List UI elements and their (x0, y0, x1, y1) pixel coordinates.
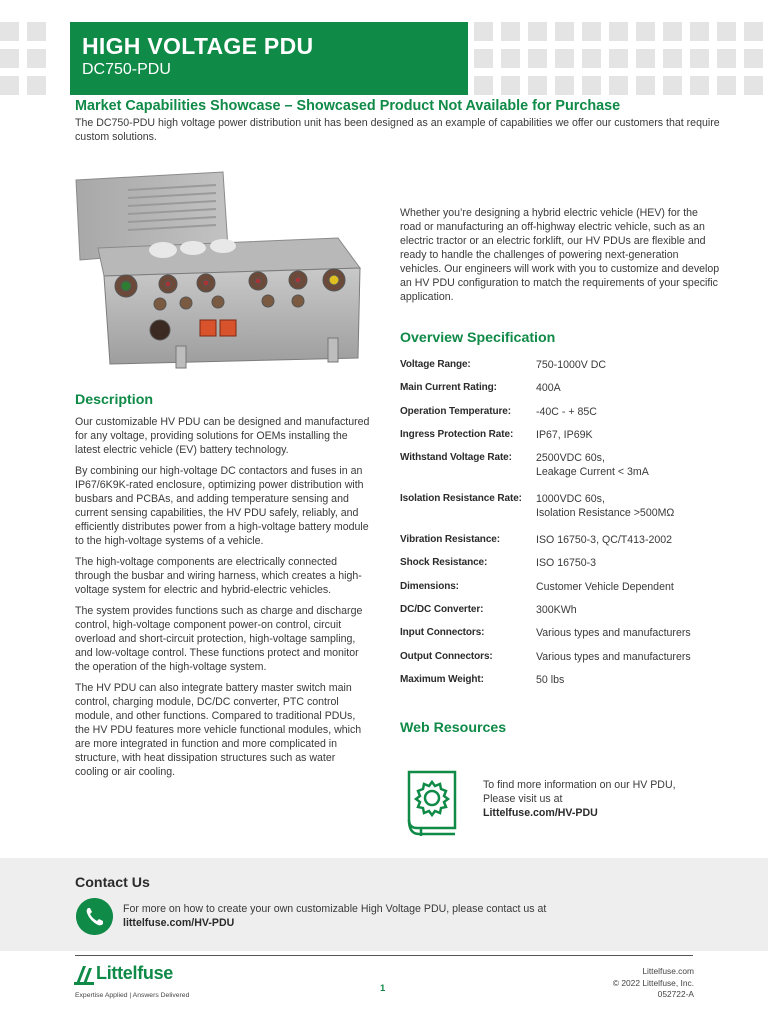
spec-value-line: Various types and manufacturers (536, 650, 691, 663)
spec-value-line: IP67, IP69K (536, 428, 593, 441)
header-pattern-right (474, 22, 768, 95)
footer-divider (75, 955, 693, 956)
spec-value (536, 673, 740, 687)
spec-label: Withstand Voltage Rate: (400, 452, 512, 464)
spec-label: Dimensions: (400, 580, 459, 592)
spec-value-line: Various types and manufacturers (536, 627, 691, 640)
spec-row (400, 451, 740, 479)
spec-value-line: Customer Vehicle Dependent (536, 580, 674, 593)
spec-value (536, 650, 740, 664)
spec-label: Voltage Range: (400, 359, 471, 370)
page-number: 1 (380, 983, 386, 994)
contact-heading: Contact Us (75, 875, 150, 891)
spec-table (400, 358, 740, 696)
spec-value-line: Leakage Current < 3mA (536, 466, 649, 479)
spec-label: Ingress Protection Rate: (400, 428, 514, 440)
description-paragraph: The HV PDU can also integrate battery master switch main control, charging module, DC/DC converter, PTC control module, and other functions. Compared to traditional PDUs, the HV PDU features more vehicle functional modules, which are more integrated in function and more complicated in structure, with heat dissipation structures such as water cooling or air cooling. (75, 682, 362, 778)
spec-row (400, 358, 740, 372)
description-paragraph: Our customizable HV PDU can be designed and manufactured for any voltage, providing solutions for OEMs installing the latest electric vehicle (EV) battery technology. (75, 416, 370, 456)
description-paragraph: By combining our high-voltage DC contactors and fuses in an IP67/6K9K-rated enclosure, optimizing power distribution with busbars and PCBAs, and adding temperature sensing and current sensing capabilities, the HV PDU safely, reliably, and efficiently distributes power from a high-voltage battery module to the high-voltage systems of a vehicle. (75, 465, 369, 547)
web-resources-text (483, 778, 683, 820)
spec-value (536, 451, 740, 479)
contact-link[interactable]: littelfuse.com/HV-PDU (123, 917, 235, 929)
contact-description: For more on how to create your own customizable High Voltage PDU, please contact us at (123, 903, 547, 915)
spec-value (536, 533, 740, 547)
spec-value (536, 556, 740, 570)
spec-label: Output Connectors: (400, 650, 493, 662)
description-paragraph: The high-voltage components are electrically connected through the busbar and wiring harness, which creates a high-voltage system for electric and hybrid-electric vehicles. (75, 556, 362, 596)
spec-row (400, 650, 740, 664)
spec-label: Maximum Weight: (400, 673, 484, 685)
spec-value (536, 580, 740, 594)
phone-icon (76, 898, 113, 935)
footer-copyright: © 2022 Littelfuse, Inc. (612, 977, 694, 988)
spec-value-line: 2500VDC 60s, (536, 452, 605, 465)
pdu-product-image (68, 168, 368, 373)
spec-row (400, 673, 740, 687)
spec-value (536, 603, 740, 617)
footer-info (613, 966, 694, 1001)
description-paragraph: The system provides functions such as charge and discharge control, high-voltage component power-on control, circuit overload and short-circuit protection, high-voltage sampling, and low-voltage control. These functions protect and monitor the operation of the high-voltage system. (75, 605, 363, 673)
spec-value-line: Isolation Resistance >500MΩ (536, 507, 675, 520)
spec-row (400, 428, 740, 442)
spec-value-line: ISO 16750-3, QC/T413-2002 (536, 534, 673, 547)
spec-value-line: 50 lbs (536, 673, 565, 686)
spec-row (400, 533, 740, 547)
spec-heading: Overview Specification (400, 330, 556, 346)
spec-label: Shock Resistance: (400, 557, 488, 569)
intro-text: The DC750-PDU high voltage power distribution unit has been designed as an example of capabilities we offer our customers that require custom solutions. (75, 117, 720, 143)
contact-text (123, 902, 683, 930)
description-body (75, 415, 370, 786)
spec-row (400, 405, 740, 419)
spec-label: Vibration Resistance: (400, 534, 500, 546)
spec-row (400, 381, 740, 395)
web-resources-description: To find more information on our HV PDU, Please visit us at (483, 779, 676, 805)
web-resources-link[interactable]: Littelfuse.com/HV-PDU (483, 807, 598, 819)
spec-row (400, 626, 740, 640)
spec-value (536, 428, 740, 442)
spec-value-line: 400A (536, 382, 561, 395)
header-pattern-left (0, 22, 70, 95)
spec-row (400, 492, 740, 520)
overview-paragraph: Whether you’re designing a hybrid electric vehicle (HEV) for the road or manufacturing an off-highway electric vehicle, such as an electric tractor or an electric forklift, our HV PDUs are flexible and ready to handle the challenges of powering next-generation vehicles. Our engineers will work with you to customize and develop an HV PDU configuration to match the requirements of your specific application. (400, 207, 720, 303)
spec-label: DC/DC Converter: (400, 604, 484, 616)
spec-value (536, 381, 740, 395)
spec-value (536, 405, 740, 419)
gear-book-icon (403, 768, 461, 838)
footer-doc-code: 052722-A (657, 989, 694, 999)
spec-value-line: ISO 16750-3 (536, 557, 597, 570)
footer-brand: Littelfuse (96, 963, 174, 983)
showcase-heading: Market Capabilities Showcase – Showcased Product Not Available for Purchase (75, 98, 621, 114)
web-resources-heading: Web Resources (400, 720, 507, 736)
spec-row (400, 580, 740, 594)
littelfuse-logo-icon (74, 964, 94, 986)
spec-label: Operation Temperature: (400, 405, 511, 417)
footer-tagline: Expertise Applied | Answers Delivered (75, 992, 190, 999)
spec-value (536, 492, 740, 520)
spec-label: Main Current Rating: (400, 382, 497, 394)
page-title: HIGH VOLTAGE PDU (82, 33, 314, 59)
spec-value-line: 300KWh (536, 604, 577, 617)
spec-value-line: -40C - + 85C (536, 405, 597, 418)
page-subtitle: DC750-PDU (82, 61, 171, 78)
spec-label: Input Connectors: (400, 627, 485, 639)
spec-value (536, 358, 740, 372)
spec-row (400, 603, 740, 617)
spec-value (536, 626, 740, 640)
spec-value-line: 1000VDC 60s, (536, 493, 605, 506)
spec-value-line: 750-1000V DC (536, 359, 607, 371)
title-banner (70, 22, 468, 95)
description-heading: Description (75, 392, 154, 408)
footer-site: Littelfuse.com (642, 966, 694, 976)
spec-row (400, 556, 740, 570)
spec-label: Isolation Resistance Rate: (400, 493, 522, 505)
